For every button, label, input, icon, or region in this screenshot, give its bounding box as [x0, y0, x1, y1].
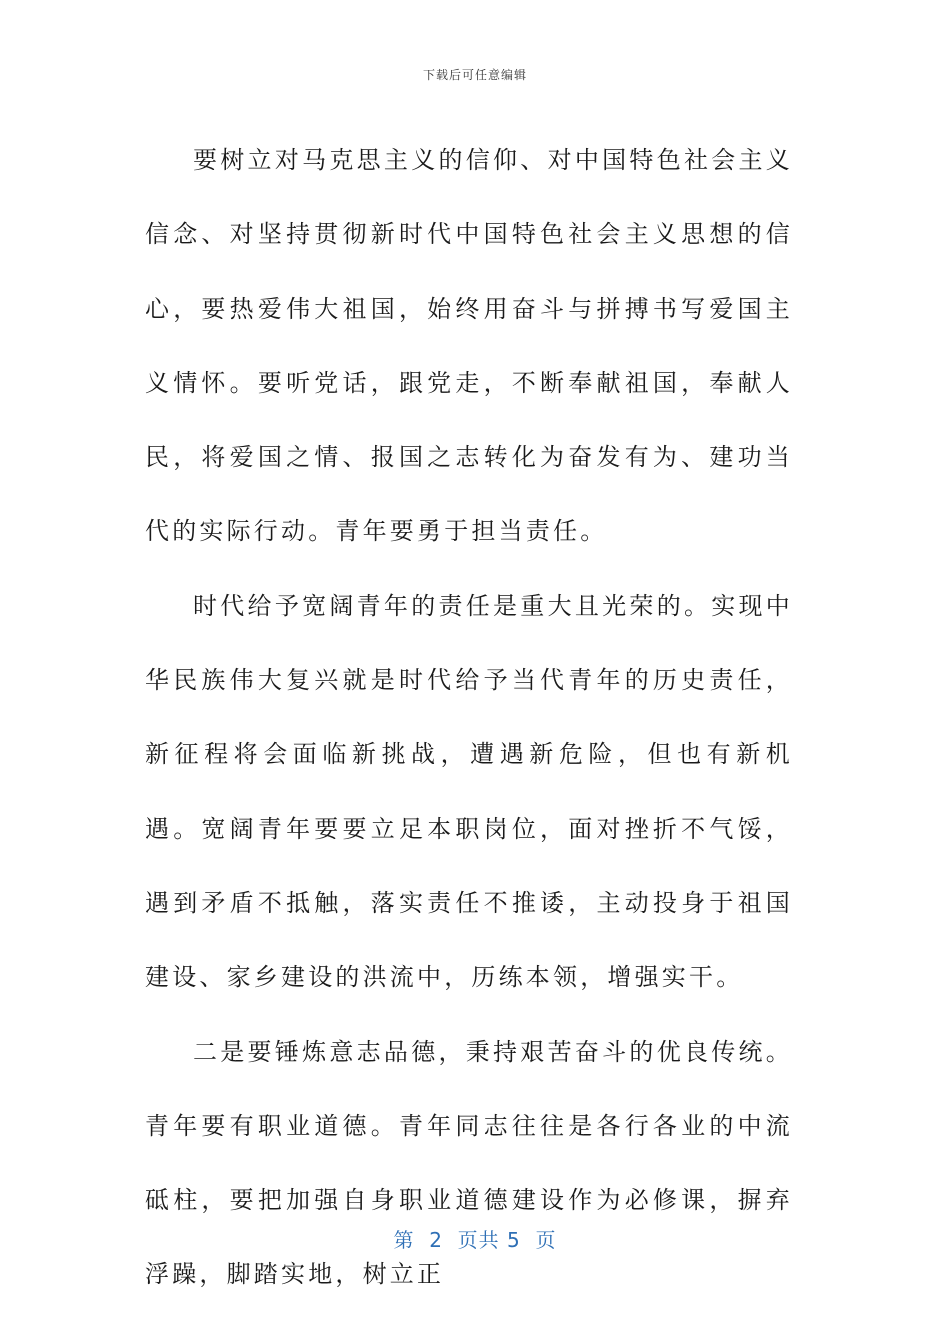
body-paragraph: 时代给予宽阔青年的责任是重大且光荣的。实现中华民族伟大复兴就是时代给予当代青年的历史责任，新征程将会面临新挑战，遭遇新危险，但也有新机遇。宽阔青年要要立足本职岗位，面对挫折不气馁，遇到矛盾不抵触，落实责任不推诿，主动投身于祖国建设、家乡建设的洪流中，历练本领，增强实干。: [145, 591, 793, 992]
page-number: 第 2 页共 5 页: [393, 1228, 557, 1252]
body-paragraph: 二是要锤炼意志品德，秉持艰苦奋斗的优良传统。青年要有职业道德。青年同志往往是各行各业的中流砥柱，要把加强自身职业道德建设作为必修课，摒弃浮躁，脚踏实地，树立正: [145, 1037, 793, 1289]
document-body: [145, 123, 793, 1312]
page-header-note: 下载后可任意编辑: [422, 68, 527, 82]
body-paragraph: 要树立对马克思主义的信仰、对中国特色社会主义信念、对坚持贯彻新时代中国特色社会主义思想的信心，要热爱伟大祖国，始终用奋斗与拼搏书写爱国主义情怀。要听党话，跟党走，不断奉献祖国，奉献人民，将爱国之情、报国之志转化为奋发有为、建功当代的实际行动。青年要勇于担当责任。: [145, 146, 793, 546]
